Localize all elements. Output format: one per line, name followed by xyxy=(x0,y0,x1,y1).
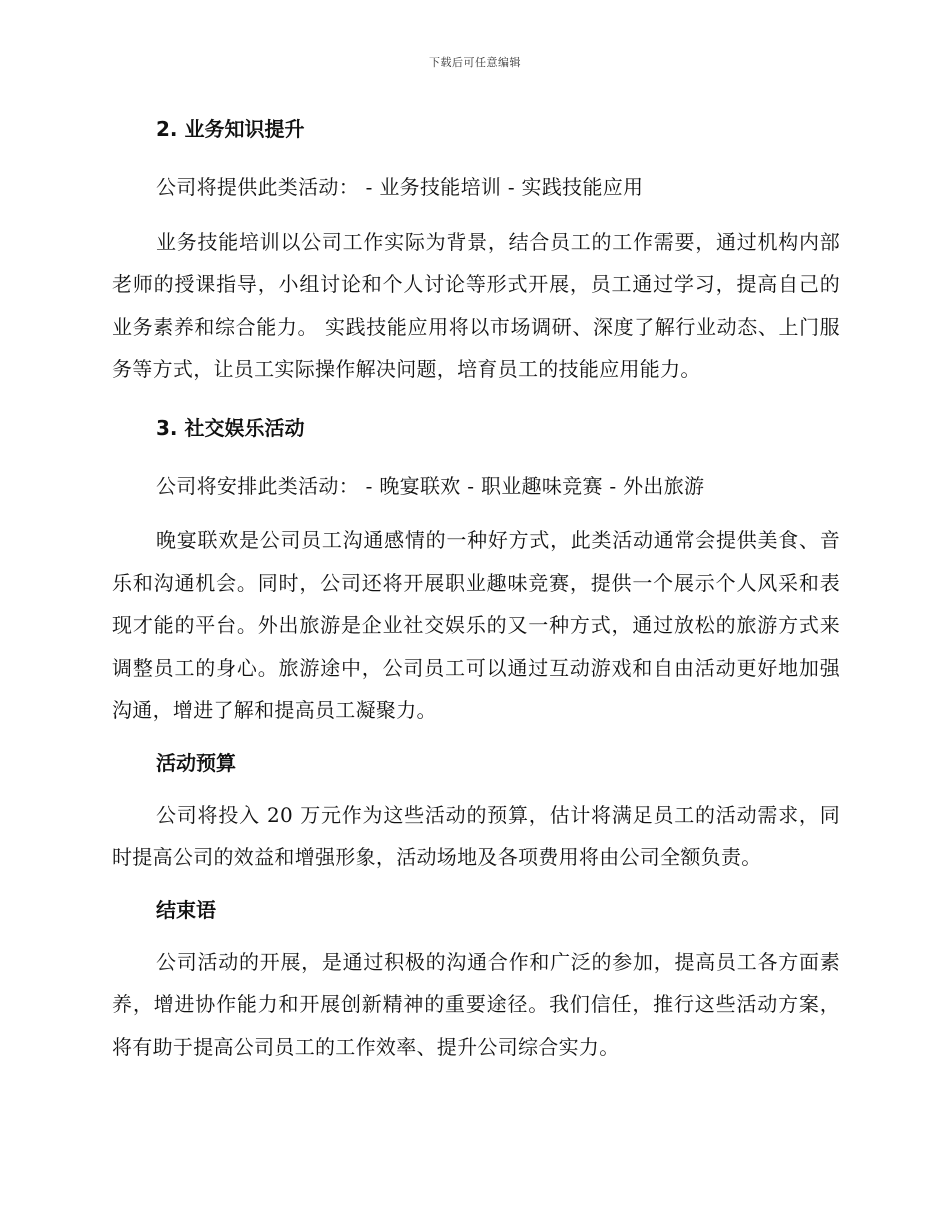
document-body xyxy=(112,112,840,1068)
section-heading-budget: 活动预算 xyxy=(156,750,236,775)
page-header: 下载后可任意编辑 xyxy=(429,56,521,69)
section-intro-social-activities: 公司将安排此类活动： - 晚宴联欢 - 职业趣味竞赛 - 外出旅游 xyxy=(156,473,705,498)
section-body-social-activities: 晚宴联欢是公司员工沟通感情的一种好方式，此类活动通常会提供美食、音乐和沟通机会。同时，公司还将开展职业趣味竞赛，提供一个展示个人风采和表现才能的平台。外出旅游是企业社交娱乐的又一种方式，通过放松的旅游方式来调整员工的身心。旅游途中，公司员工可以通过互动游戏和自由活动更好地加强沟通，增进了解和提高员工凝聚力。 xyxy=(112,528,840,722)
section-heading-conclusion: 结束语 xyxy=(156,897,216,922)
section-body-conclusion: 公司活动的开展，是通过积极的沟通合作和广泛的参加，提高员工各方面素养，增进协作能力和开展创新精神的重要途径。我们信任，推行这些活动方案，将有助于提高公司员工的工作效率、提升公司综合实力。 xyxy=(112,949,840,1059)
section-heading-business-knowledge: 2. 业务知识提升 xyxy=(156,117,305,141)
section-body-business-knowledge: 业务技能培训以公司工作实际为背景，结合员工的工作需要，通过机构内部老师的授课指导，小组讨论和个人讨论等形式开展，员工通过学习，提高自己的业务素养和综合能力。 实践技能应用将以市场调研、深度了解行业动态、上门服务等方式，让员工实际操作解决问题，培育员工的技能应用能力。 xyxy=(112,229,840,381)
section-heading-social-activities: 3. 社交娱乐活动 xyxy=(156,415,305,440)
section-intro-business-knowledge: 公司将提供此类活动： - 业务技能培训 - 实践技能应用 xyxy=(156,175,644,199)
section-body-budget: 公司将投入 20 万元作为这些活动的预算，估计将满足员工的活动需求，同时提高公司的效益和增强形象，活动场地及各项费用将由公司全额负责。 xyxy=(112,802,840,869)
